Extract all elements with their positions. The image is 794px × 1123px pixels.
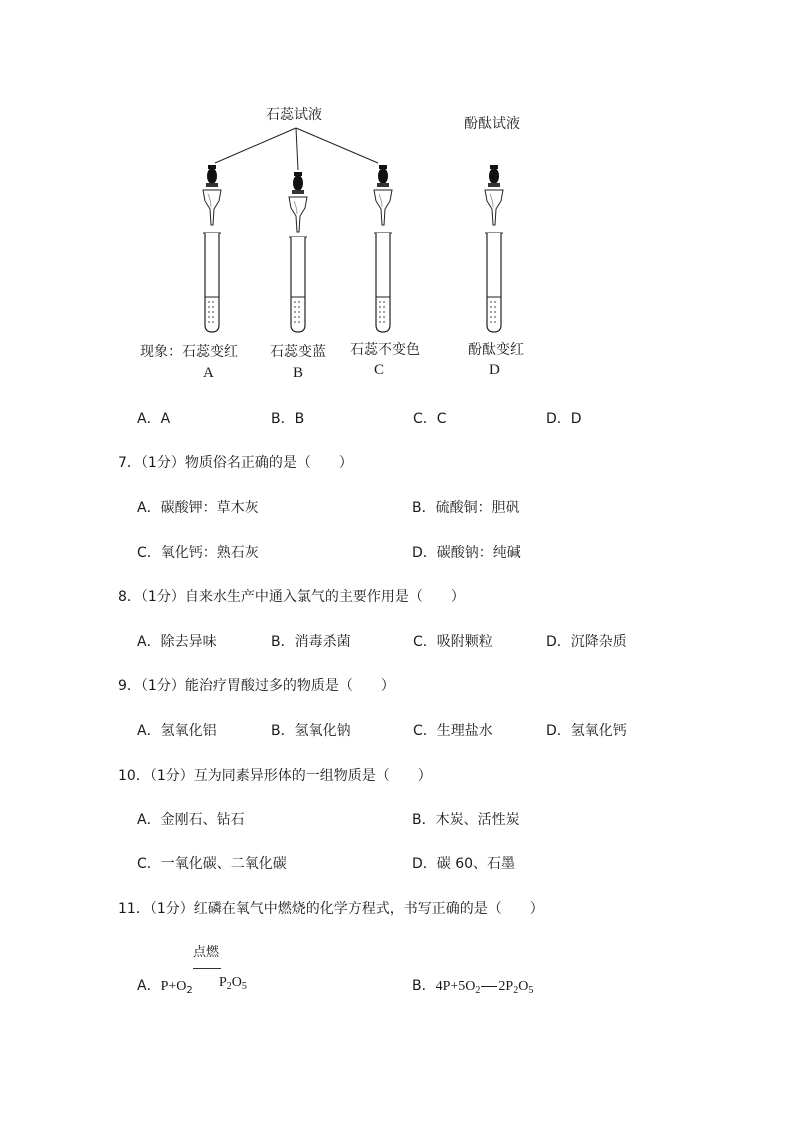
observation-a: 现象：石蕊变红: [140, 344, 238, 360]
q7-option-b[interactable]: B．硫酸铜：胆矾: [412, 500, 520, 516]
q11-b-prefix: B．: [412, 978, 436, 994]
q11-b-equals-line: [481, 986, 497, 987]
q11-b-s3: 5: [528, 985, 534, 996]
q8-stem: 8．（1分）自来水生产中通入氯气的主要作用是（ ）: [118, 589, 465, 605]
observation-d: 酚酞变红: [468, 342, 524, 358]
q6-option-b[interactable]: B．B: [271, 411, 305, 427]
q11-a-prefix: A．: [137, 978, 161, 994]
q11-a-product: [219, 975, 247, 992]
q10-stem: 10．（1分）互为同素异形体的一组物质是（ ）: [118, 768, 432, 784]
observation-b: 石蕊变蓝: [270, 344, 326, 360]
q10-option-a[interactable]: A．金刚石、钻石: [137, 812, 245, 828]
test-tube-a-icon: [203, 233, 221, 332]
q6-option-a[interactable]: A．A: [137, 411, 171, 427]
reaction-arrow-line: [193, 968, 221, 969]
test-tube-b-icon: [289, 237, 307, 332]
q9-option-b[interactable]: B．氢氧化钠: [271, 723, 351, 739]
q9-option-a[interactable]: A．氢氧化铝: [137, 723, 217, 739]
tube-letter-c: C: [374, 362, 385, 378]
q11-b-s1: 2: [475, 985, 481, 996]
q11-a-rhs: P: [219, 975, 227, 990]
q11-option-b[interactable]: [412, 975, 533, 996]
observation-c: 石蕊不变色: [350, 342, 420, 358]
phenolphthalein-label: 酚酞试液: [464, 116, 520, 132]
test-tube-d-icon: [485, 233, 503, 332]
q11-b-t2: 2P: [498, 979, 514, 994]
q7-option-a[interactable]: A．碳酸钾：草木灰: [137, 500, 259, 516]
q10-option-d[interactable]: D．碳 60、石墨: [412, 856, 516, 872]
q11-b-t1: 4P+5O: [435, 979, 476, 994]
q9-stem: 9．（1分）能治疗胃酸过多的物质是（ ）: [118, 678, 395, 694]
tube-letter-a: A: [203, 365, 214, 381]
q7-option-d[interactable]: D．碳酸钠：纯碱: [412, 545, 521, 561]
q11-a-lhs: P+O: [160, 979, 187, 994]
q11-a-rhs-sub1: 2: [226, 981, 232, 992]
q11-a-lhs-sub: 2: [186, 985, 193, 996]
q9-option-c[interactable]: C．生理盐水: [413, 723, 493, 739]
q7-option-c[interactable]: C．氧化钙：熟石灰: [137, 545, 259, 561]
tube-letter-d: D: [489, 362, 500, 378]
q7-stem: 7．（1分）物质俗名正确的是（ ）: [118, 455, 353, 471]
test-tube-c-icon: [374, 233, 392, 332]
q8-option-b[interactable]: B．消毒杀菌: [271, 634, 351, 650]
reaction-condition: 点燃: [193, 945, 220, 960]
q8-option-d[interactable]: D．沉降杂质: [546, 634, 627, 650]
q11-option-a[interactable]: [137, 975, 193, 996]
q8-option-a[interactable]: A．除去异味: [137, 634, 217, 650]
q6-option-d[interactable]: D．D: [546, 411, 582, 427]
tube-letter-b: B: [293, 365, 304, 381]
q9-option-d[interactable]: D．氢氧化钙: [546, 723, 627, 739]
q11-b-s2: 2: [513, 985, 519, 996]
dropper-c-icon: [374, 165, 392, 225]
q6-option-c[interactable]: C．C: [413, 411, 447, 427]
q11-a-rhs-mid: O: [231, 975, 242, 990]
dropper-d-icon: [485, 165, 503, 225]
q10-option-c[interactable]: C．一氧化碳、二氧化碳: [137, 856, 287, 872]
q11-b-t3: O: [518, 979, 529, 994]
q8-option-c[interactable]: C．吸附颗粒: [413, 634, 493, 650]
q11-a-rhs-sub2: 5: [241, 981, 247, 992]
q10-option-b[interactable]: B．木炭、活性炭: [412, 812, 520, 828]
litmus-label: 石蕊试液: [266, 107, 322, 123]
q11-stem: 11．（1分）红磷在氧气中燃烧的化学方程式，书写正确的是（ ）: [118, 901, 544, 917]
dropper-b-icon: [289, 172, 307, 232]
dropper-a-icon: [203, 165, 221, 225]
